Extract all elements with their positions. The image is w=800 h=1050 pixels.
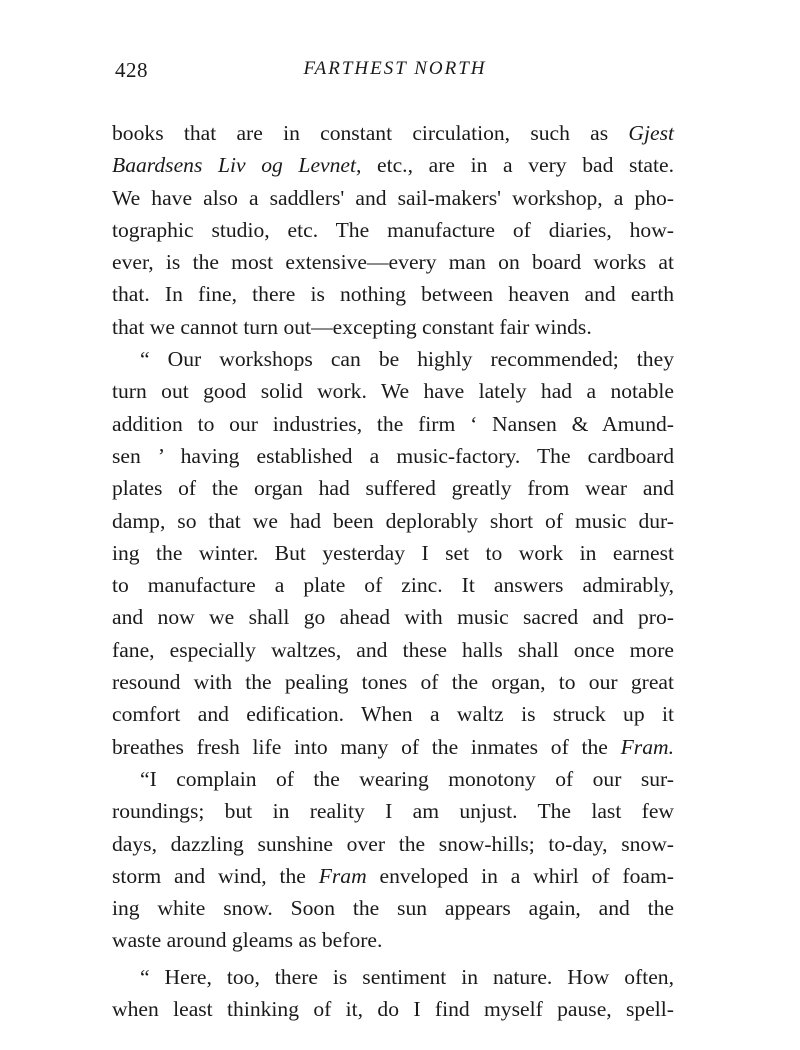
text-line: We have also a saddlers' and sail-makers' workshop, a pho- — [112, 185, 674, 210]
text-line: ever, is the most extensive—every man on board works at — [112, 250, 674, 275]
text-line: books that are in constant circulation, such as Gjest — [112, 121, 674, 145]
text-line: to manufacture a plate of zinc. It answers admirably, — [112, 573, 674, 598]
text-line: damp, so that we had been deplorably short of music dur- — [112, 508, 674, 533]
text-line: “ Our workshops can be highly recommended; they — [140, 347, 674, 372]
text-line: comfort and edification. When a waltz is struck up it — [112, 702, 674, 727]
text-line: “I complain of the wearing monotony of our sur- — [140, 766, 674, 791]
text-line: plates of the organ had suffered greatly from wear and — [112, 476, 674, 501]
text-line: days, dazzling sunshine over the snow-hills; to-day, snow- — [112, 831, 674, 856]
text-line: ing the winter. But yesterday I set to work in earnest — [112, 540, 674, 565]
text-line: that we cannot turn out—excepting constant fair winds. — [112, 314, 592, 339]
page-header — [115, 58, 675, 88]
text-line: and now we shall go ahead with music sacred and pro- — [112, 605, 674, 630]
text-line: that. In fine, there is nothing between heaven and earth — [112, 282, 674, 307]
text-line: when least thinking of it, do I find myself pause, spell- — [112, 997, 674, 1022]
page-number: 428 — [115, 58, 148, 82]
body-text — [112, 117, 674, 1025]
text-line: roundings; but in reality I am unjust. The last few — [112, 799, 674, 824]
text-line: sen ’ having established a music-factory. The cardboard — [112, 443, 674, 468]
text-line: breathes fresh life into many of the inmates of the Fram. — [112, 734, 674, 759]
text-line: resound with the pealing tones of the organ, to our great — [112, 670, 674, 695]
text-line: tographic studio, etc. The manufacture of diaries, how- — [112, 217, 674, 242]
text-line: Baardsens Liv og Levnet, etc., are in a very bad state. — [112, 153, 674, 178]
text-line: turn out good solid work. We have lately had a notable — [112, 379, 674, 404]
text-line: ing white snow. Soon the sun appears again, and the — [112, 896, 674, 921]
running-head: FARTHEST NORTH — [303, 58, 487, 79]
text-line: storm and wind, the Fram enveloped in a whirl of foam- — [112, 863, 674, 888]
text-line: “ Here, too, there is sentiment in nature. How often, — [140, 964, 674, 989]
text-line: waste around gleams as before. — [112, 928, 383, 953]
text-line: fane, especially waltzes, and these halls shall once more — [112, 637, 674, 662]
text-line: addition to our industries, the firm ‘ Nansen & Amund- — [112, 411, 674, 436]
